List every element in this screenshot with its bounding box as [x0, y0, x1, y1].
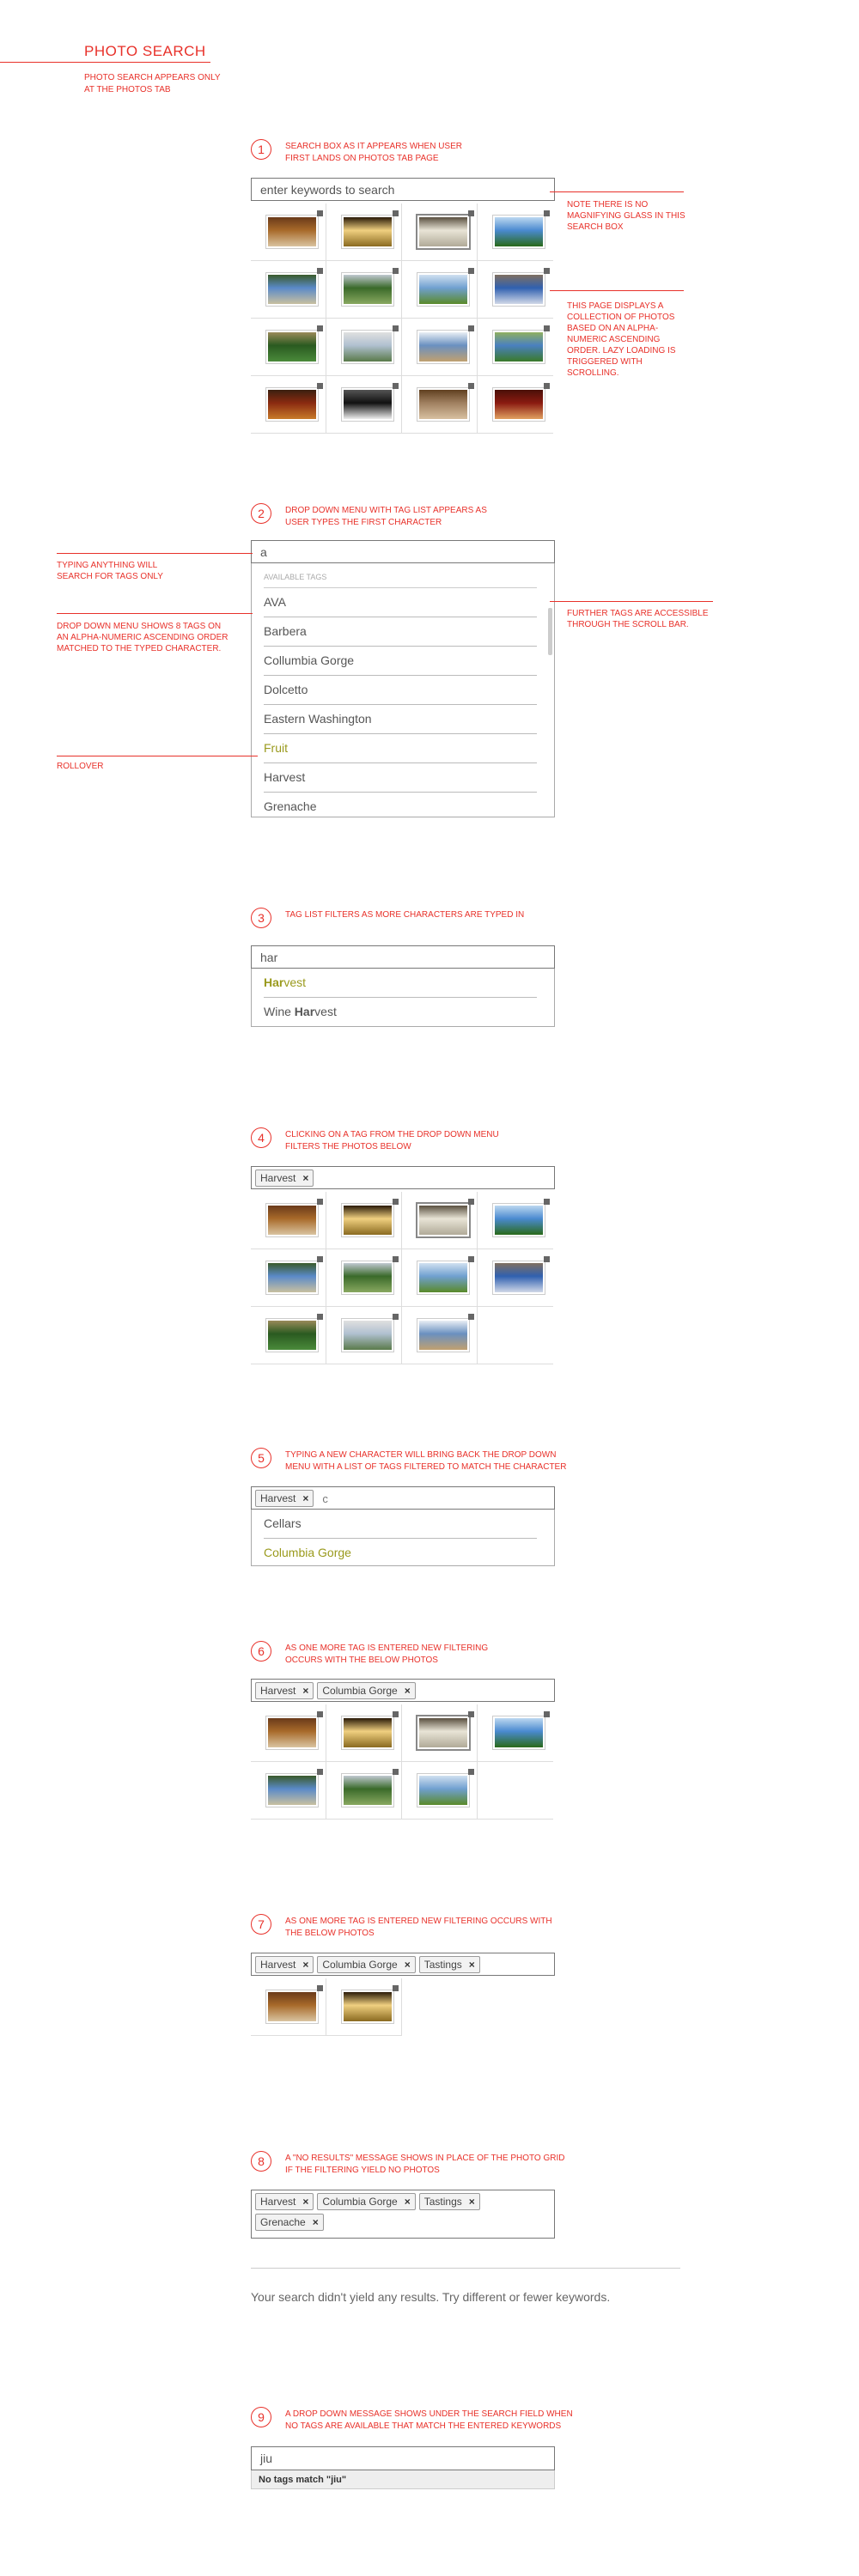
grid-cell	[478, 319, 553, 376]
step-number: 9	[251, 2407, 271, 2427]
tag-chip	[419, 1956, 480, 1973]
tag-chip	[317, 1956, 415, 1973]
select-corner-icon[interactable]	[468, 383, 474, 389]
select-corner-icon[interactable]	[317, 210, 323, 216]
tag-chip	[255, 1490, 314, 1507]
tag-chip-label: Grenache	[260, 2216, 306, 2228]
select-corner-icon[interactable]	[393, 1711, 399, 1717]
photo-grid	[251, 204, 553, 434]
note-no-magnifying-glass: NOTE THERE IS NO MAGNIFYING GLASS IN THIS SEARCH BOX	[567, 200, 685, 232]
select-corner-icon[interactable]	[393, 268, 399, 274]
grid-cell	[478, 204, 553, 261]
select-corner-icon[interactable]	[393, 1769, 399, 1775]
remove-tag-icon[interactable]: ×	[404, 1685, 411, 1697]
search-typed-text: har	[260, 951, 278, 964]
grid-cell	[251, 1192, 326, 1249]
search-typed-text: jiu	[260, 2451, 273, 2465]
dropdown-header: AVAILABLE TAGS	[264, 563, 537, 588]
grid-cell	[402, 1307, 478, 1364]
grid-cell	[326, 376, 402, 434]
photo-thumbnail[interactable]	[417, 388, 469, 421]
select-corner-icon[interactable]	[393, 1985, 399, 1991]
select-corner-icon[interactable]	[544, 268, 550, 274]
note-line	[550, 290, 684, 291]
photo-thumbnail[interactable]	[417, 1774, 469, 1807]
note-line	[550, 191, 684, 192]
select-corner-icon[interactable]	[468, 325, 474, 331]
remove-tag-icon[interactable]: ×	[404, 1959, 411, 1971]
search-placeholder: enter keywords to search	[260, 183, 395, 197]
remove-tag-icon[interactable]: ×	[468, 2196, 475, 2208]
photo-thumbnail[interactable]	[417, 1261, 469, 1294]
select-corner-icon[interactable]	[317, 1199, 323, 1205]
match-rest: vest	[283, 975, 307, 989]
photo-thumbnail[interactable]	[342, 1204, 393, 1236]
photo-thumbnail[interactable]	[493, 1261, 545, 1294]
select-corner-icon[interactable]	[393, 325, 399, 331]
photo-thumbnail[interactable]	[493, 1204, 545, 1236]
search-input[interactable]	[251, 945, 555, 969]
remove-tag-icon[interactable]: ×	[312, 2216, 319, 2228]
photo-thumbnail[interactable]	[493, 216, 545, 248]
photo-thumbnail[interactable]	[266, 216, 318, 248]
grid-cell	[478, 1704, 553, 1762]
photo-thumbnail[interactable]	[342, 273, 393, 306]
photo-thumbnail[interactable]	[266, 1319, 318, 1352]
select-corner-icon[interactable]	[317, 325, 323, 331]
select-corner-icon[interactable]	[393, 383, 399, 389]
tag-chips	[252, 1487, 554, 1510]
tag-chip-label: Columbia Gorge	[322, 1959, 398, 1971]
step-description: CLICKING ON A TAG FROM THE DROP DOWN MENU FILTERS THE PHOTOS BELOW	[285, 1130, 499, 1151]
search-input[interactable]	[251, 1166, 555, 1189]
photo-thumbnail[interactable]	[266, 1990, 318, 2023]
photo-thumbnail[interactable]	[342, 1990, 393, 2023]
grid-cell	[251, 1704, 326, 1762]
dropdown-item[interactable]: Harvest	[264, 763, 537, 793]
step-number: 2	[251, 503, 271, 524]
grid-cell	[326, 319, 402, 376]
photo-thumbnail[interactable]	[266, 1261, 318, 1294]
tag-chips	[252, 1953, 554, 1976]
photo-thumbnail[interactable]	[417, 273, 469, 306]
select-corner-icon[interactable]	[468, 1711, 474, 1717]
select-corner-icon[interactable]	[317, 1256, 323, 1262]
select-corner-icon[interactable]	[317, 268, 323, 274]
step-number: 5	[251, 1448, 271, 1468]
note-line	[57, 613, 253, 614]
tag-chip	[317, 2193, 415, 2210]
select-corner-icon[interactable]	[544, 1711, 550, 1717]
step-description: A DROP DOWN MESSAGE SHOWS UNDER THE SEARCH FIELD WHEN NO TAGS ARE AVAILABLE THAT MATCH THE ENTERED KEYWORDS	[285, 2409, 573, 2431]
grid-cell	[478, 1249, 553, 1307]
dropdown-item[interactable]: Fruit	[264, 734, 537, 763]
tag-chip	[255, 1682, 314, 1699]
photo-thumbnail[interactable]	[493, 331, 545, 363]
step-description: TYPING A NEW CHARACTER WILL BRING BACK THE DROP DOWN MENU WITH A LIST OF TAGS FILTERED TO MATCH THE CHARACTER	[285, 1450, 567, 1472]
photo-thumbnail[interactable]	[493, 273, 545, 306]
grid-cell	[251, 204, 326, 261]
step-number: 3	[251, 908, 271, 928]
select-corner-icon[interactable]	[317, 1314, 323, 1320]
tag-chip	[255, 2193, 314, 2210]
grid-cell	[326, 1704, 402, 1762]
photo-thumbnail[interactable]	[266, 331, 318, 363]
tag-chip-label: Tastings	[423, 2196, 462, 2208]
tag-chip-label: Columbia Gorge	[322, 1685, 398, 1697]
grid-cell	[478, 1762, 553, 1820]
grid-cell	[326, 1307, 402, 1364]
select-corner-icon[interactable]	[393, 210, 399, 216]
select-corner-icon[interactable]	[393, 1256, 399, 1262]
tag-chip-label: Harvest	[260, 1959, 296, 1971]
select-corner-icon[interactable]	[317, 1985, 323, 1991]
tag-chip	[255, 2214, 324, 2231]
photo-thumbnail[interactable]	[342, 1774, 393, 1807]
tag-chips	[252, 1680, 554, 1702]
note-further-tags: FURTHER TAGS ARE ACCESSIBLE THROUGH THE SCROLL BAR.	[567, 609, 709, 629]
tag-chip-label: Columbia Gorge	[322, 2196, 398, 2208]
photo-thumbnail[interactable]	[342, 216, 393, 248]
select-corner-icon[interactable]	[544, 1199, 550, 1205]
match-bold: Har	[264, 975, 284, 989]
photo-thumbnail[interactable]	[493, 1716, 545, 1749]
dropdown-item[interactable]: Dolcetto	[264, 676, 537, 705]
remove-tag-icon[interactable]: ×	[302, 2196, 309, 2208]
header-description: PHOTO SEARCH APPEARS ONLY AT THE PHOTOS TAB	[84, 73, 221, 94]
dropdown-item[interactable]: Eastern Washington	[264, 705, 537, 734]
grid-cell	[326, 261, 402, 319]
dropdown-scrollbar[interactable]	[548, 608, 552, 655]
step-number: 8	[251, 2151, 271, 2172]
match-bold: Har	[294, 1005, 315, 1018]
tag-chip	[255, 1170, 314, 1187]
no-results-message: Your search didn't yield any results. Try different or fewer keywords.	[251, 2290, 611, 2304]
note-rollover: ROLLOVER	[57, 762, 104, 771]
note-line	[550, 601, 713, 602]
remove-tag-icon[interactable]: ×	[404, 2196, 411, 2208]
tag-chip-label: Harvest	[260, 1172, 296, 1184]
grid-cell	[251, 376, 326, 434]
photo-thumbnail[interactable]	[417, 1319, 469, 1352]
dropdown-item[interactable]	[264, 998, 537, 1026]
dropdown-item[interactable]: Collumbia Gorge	[264, 647, 537, 676]
step-description: DROP DOWN MENU WITH TAG LIST APPEARS AS USER TYPES THE FIRST CHARACTER	[285, 506, 487, 527]
photo-thumbnail[interactable]	[417, 1716, 469, 1749]
grid-cell	[326, 1762, 402, 1820]
grid-cell	[402, 1704, 478, 1762]
tag-chip-label: Harvest	[260, 2196, 296, 2208]
tag-dropdown	[251, 969, 555, 1027]
search-input[interactable]	[251, 178, 555, 201]
step-number: 4	[251, 1127, 271, 1148]
remove-tag-icon[interactable]: ×	[468, 1959, 475, 1971]
select-corner-icon[interactable]	[468, 268, 474, 274]
photo-thumbnail[interactable]	[342, 388, 393, 421]
grid-cell	[402, 376, 478, 434]
photo-thumbnail[interactable]	[342, 1319, 393, 1352]
photo-thumbnail[interactable]	[493, 388, 545, 421]
tag-chips	[252, 2190, 554, 2233]
photo-grid	[251, 1704, 553, 1820]
tag-chip	[317, 1682, 415, 1699]
search-input[interactable]	[251, 2446, 555, 2470]
step-number: 7	[251, 1914, 271, 1935]
photo-thumbnail[interactable]	[266, 273, 318, 306]
grid-cell	[402, 261, 478, 319]
grid-cell	[402, 319, 478, 376]
title-underline	[0, 62, 210, 63]
note-typing: TYPING ANYTHING WILL SEARCH FOR TAGS ONLY	[57, 561, 163, 581]
grid-cell	[326, 1249, 402, 1307]
step-description: AS ONE MORE TAG IS ENTERED NEW FILTERING OCCURS WITH THE BELOW PHOTOS	[285, 1917, 552, 1938]
search-typed-text: c	[322, 1492, 328, 1505]
grid-cell	[251, 261, 326, 319]
grid-cell	[478, 1307, 553, 1364]
grid-cell	[402, 204, 478, 261]
step-description: TAG LIST FILTERS AS MORE CHARACTERS ARE TYPED IN	[285, 910, 525, 920]
step-number: 1	[251, 139, 271, 160]
grid-cell	[402, 1192, 478, 1249]
tag-chips	[252, 1167, 554, 1189]
dropdown-item[interactable]: AVA	[264, 588, 537, 617]
select-corner-icon[interactable]	[544, 1256, 550, 1262]
select-corner-icon[interactable]	[468, 1199, 474, 1205]
photo-thumbnail[interactable]	[342, 331, 393, 363]
dropdown-item[interactable]	[264, 969, 537, 998]
remove-tag-icon[interactable]: ×	[302, 1959, 309, 1971]
match-rest: vest	[314, 1005, 337, 1018]
grid-cell	[251, 1249, 326, 1307]
step-description: AS ONE MORE TAG IS ENTERED NEW FILTERING OCCURS WITH THE BELOW PHOTOS	[285, 1643, 489, 1665]
tag-chip	[419, 2193, 480, 2210]
tag-dropdown	[251, 563, 555, 817]
photo-thumbnail[interactable]	[342, 1716, 393, 1749]
select-corner-icon[interactable]	[468, 210, 474, 216]
dropdown-item[interactable]: Grenache	[264, 799, 317, 813]
grid-cell	[326, 204, 402, 261]
grid-cell	[251, 1762, 326, 1820]
select-corner-icon[interactable]	[468, 1314, 474, 1320]
photo-thumbnail[interactable]	[266, 1774, 318, 1807]
select-corner-icon[interactable]	[393, 1314, 399, 1320]
tag-chip-label: Harvest	[260, 1685, 296, 1697]
photo-thumbnail[interactable]	[417, 216, 469, 248]
photo-thumbnail[interactable]	[417, 1204, 469, 1236]
tag-chip-label: Tastings	[423, 1959, 462, 1971]
select-corner-icon[interactable]	[544, 325, 550, 331]
select-corner-icon[interactable]	[544, 210, 550, 216]
note-line	[57, 553, 253, 554]
dropdown-item[interactable]: Barbera	[264, 617, 537, 647]
tag-chip-label: Harvest	[260, 1492, 296, 1504]
search-typed-text: a	[260, 545, 267, 559]
page-title: PHOTO SEARCH	[84, 43, 206, 59]
photo-grid	[251, 1192, 553, 1364]
photo-thumbnail[interactable]	[266, 1204, 318, 1236]
select-corner-icon[interactable]	[317, 1769, 323, 1775]
grid-cell	[251, 1978, 326, 2036]
select-corner-icon[interactable]	[544, 383, 550, 389]
select-corner-icon[interactable]	[317, 1711, 323, 1717]
match-pre: Wine	[264, 1005, 295, 1018]
tag-dropdown	[251, 1510, 555, 1566]
step-number: 6	[251, 1641, 271, 1662]
divider	[251, 2268, 680, 2269]
dropdown-item[interactable]: Cellars	[264, 1510, 537, 1539]
grid-cell	[402, 1249, 478, 1307]
search-input[interactable]	[251, 540, 555, 563]
photo-thumbnail[interactable]	[266, 388, 318, 421]
note-collection: THIS PAGE DISPLAYS A COLLECTION OF PHOTOS BASED ON AN ALPHA-NUMERIC ASCENDING ORDER. LAZY LOADING IS TRIGGERED WITH SCROLLING.	[567, 301, 676, 378]
note-dropdown-8-tags: DROP DOWN MENU SHOWS 8 TAGS ON AN ALPHA-NUMERIC ASCENDING ORDER MATCHED TO THE TYPED CHARACTER.	[57, 622, 228, 653]
select-corner-icon[interactable]	[468, 1256, 474, 1262]
grid-cell	[251, 319, 326, 376]
search-input[interactable]	[251, 1486, 555, 1510]
grid-cell	[326, 1978, 402, 2036]
tag-chip	[255, 1956, 314, 1973]
no-tags-match-message: No tags match "jiu"	[251, 2470, 555, 2489]
search-input[interactable]	[251, 1679, 555, 1702]
grid-cell	[478, 1192, 553, 1249]
search-input[interactable]	[251, 2190, 555, 2239]
step-description: SEARCH BOX AS IT APPEARS WHEN USER FIRST LANDS ON PHOTOS TAB PAGE	[285, 142, 462, 163]
step-description: A "NO RESULTS" MESSAGE SHOWS IN PLACE OF THE PHOTO GRID IF THE FILTERING YIELD NO PHOTOS	[285, 2154, 565, 2175]
photo-thumbnail[interactable]	[266, 1716, 318, 1749]
remove-tag-icon[interactable]: ×	[302, 1172, 309, 1184]
photo-grid	[251, 1978, 553, 2036]
photo-thumbnail[interactable]	[342, 1261, 393, 1294]
remove-tag-icon[interactable]: ×	[302, 1492, 309, 1504]
dropdown-item[interactable]: Columbia Gorge	[264, 1546, 351, 1559]
grid-cell	[478, 376, 553, 434]
select-corner-icon[interactable]	[468, 1769, 474, 1775]
select-corner-icon[interactable]	[393, 1199, 399, 1205]
select-corner-icon[interactable]	[317, 383, 323, 389]
remove-tag-icon[interactable]: ×	[302, 1685, 309, 1697]
grid-cell	[478, 261, 553, 319]
grid-cell	[251, 1307, 326, 1364]
photo-thumbnail[interactable]	[417, 331, 469, 363]
grid-cell	[402, 1762, 478, 1820]
search-input[interactable]	[251, 1953, 555, 1976]
grid-cell	[326, 1192, 402, 1249]
